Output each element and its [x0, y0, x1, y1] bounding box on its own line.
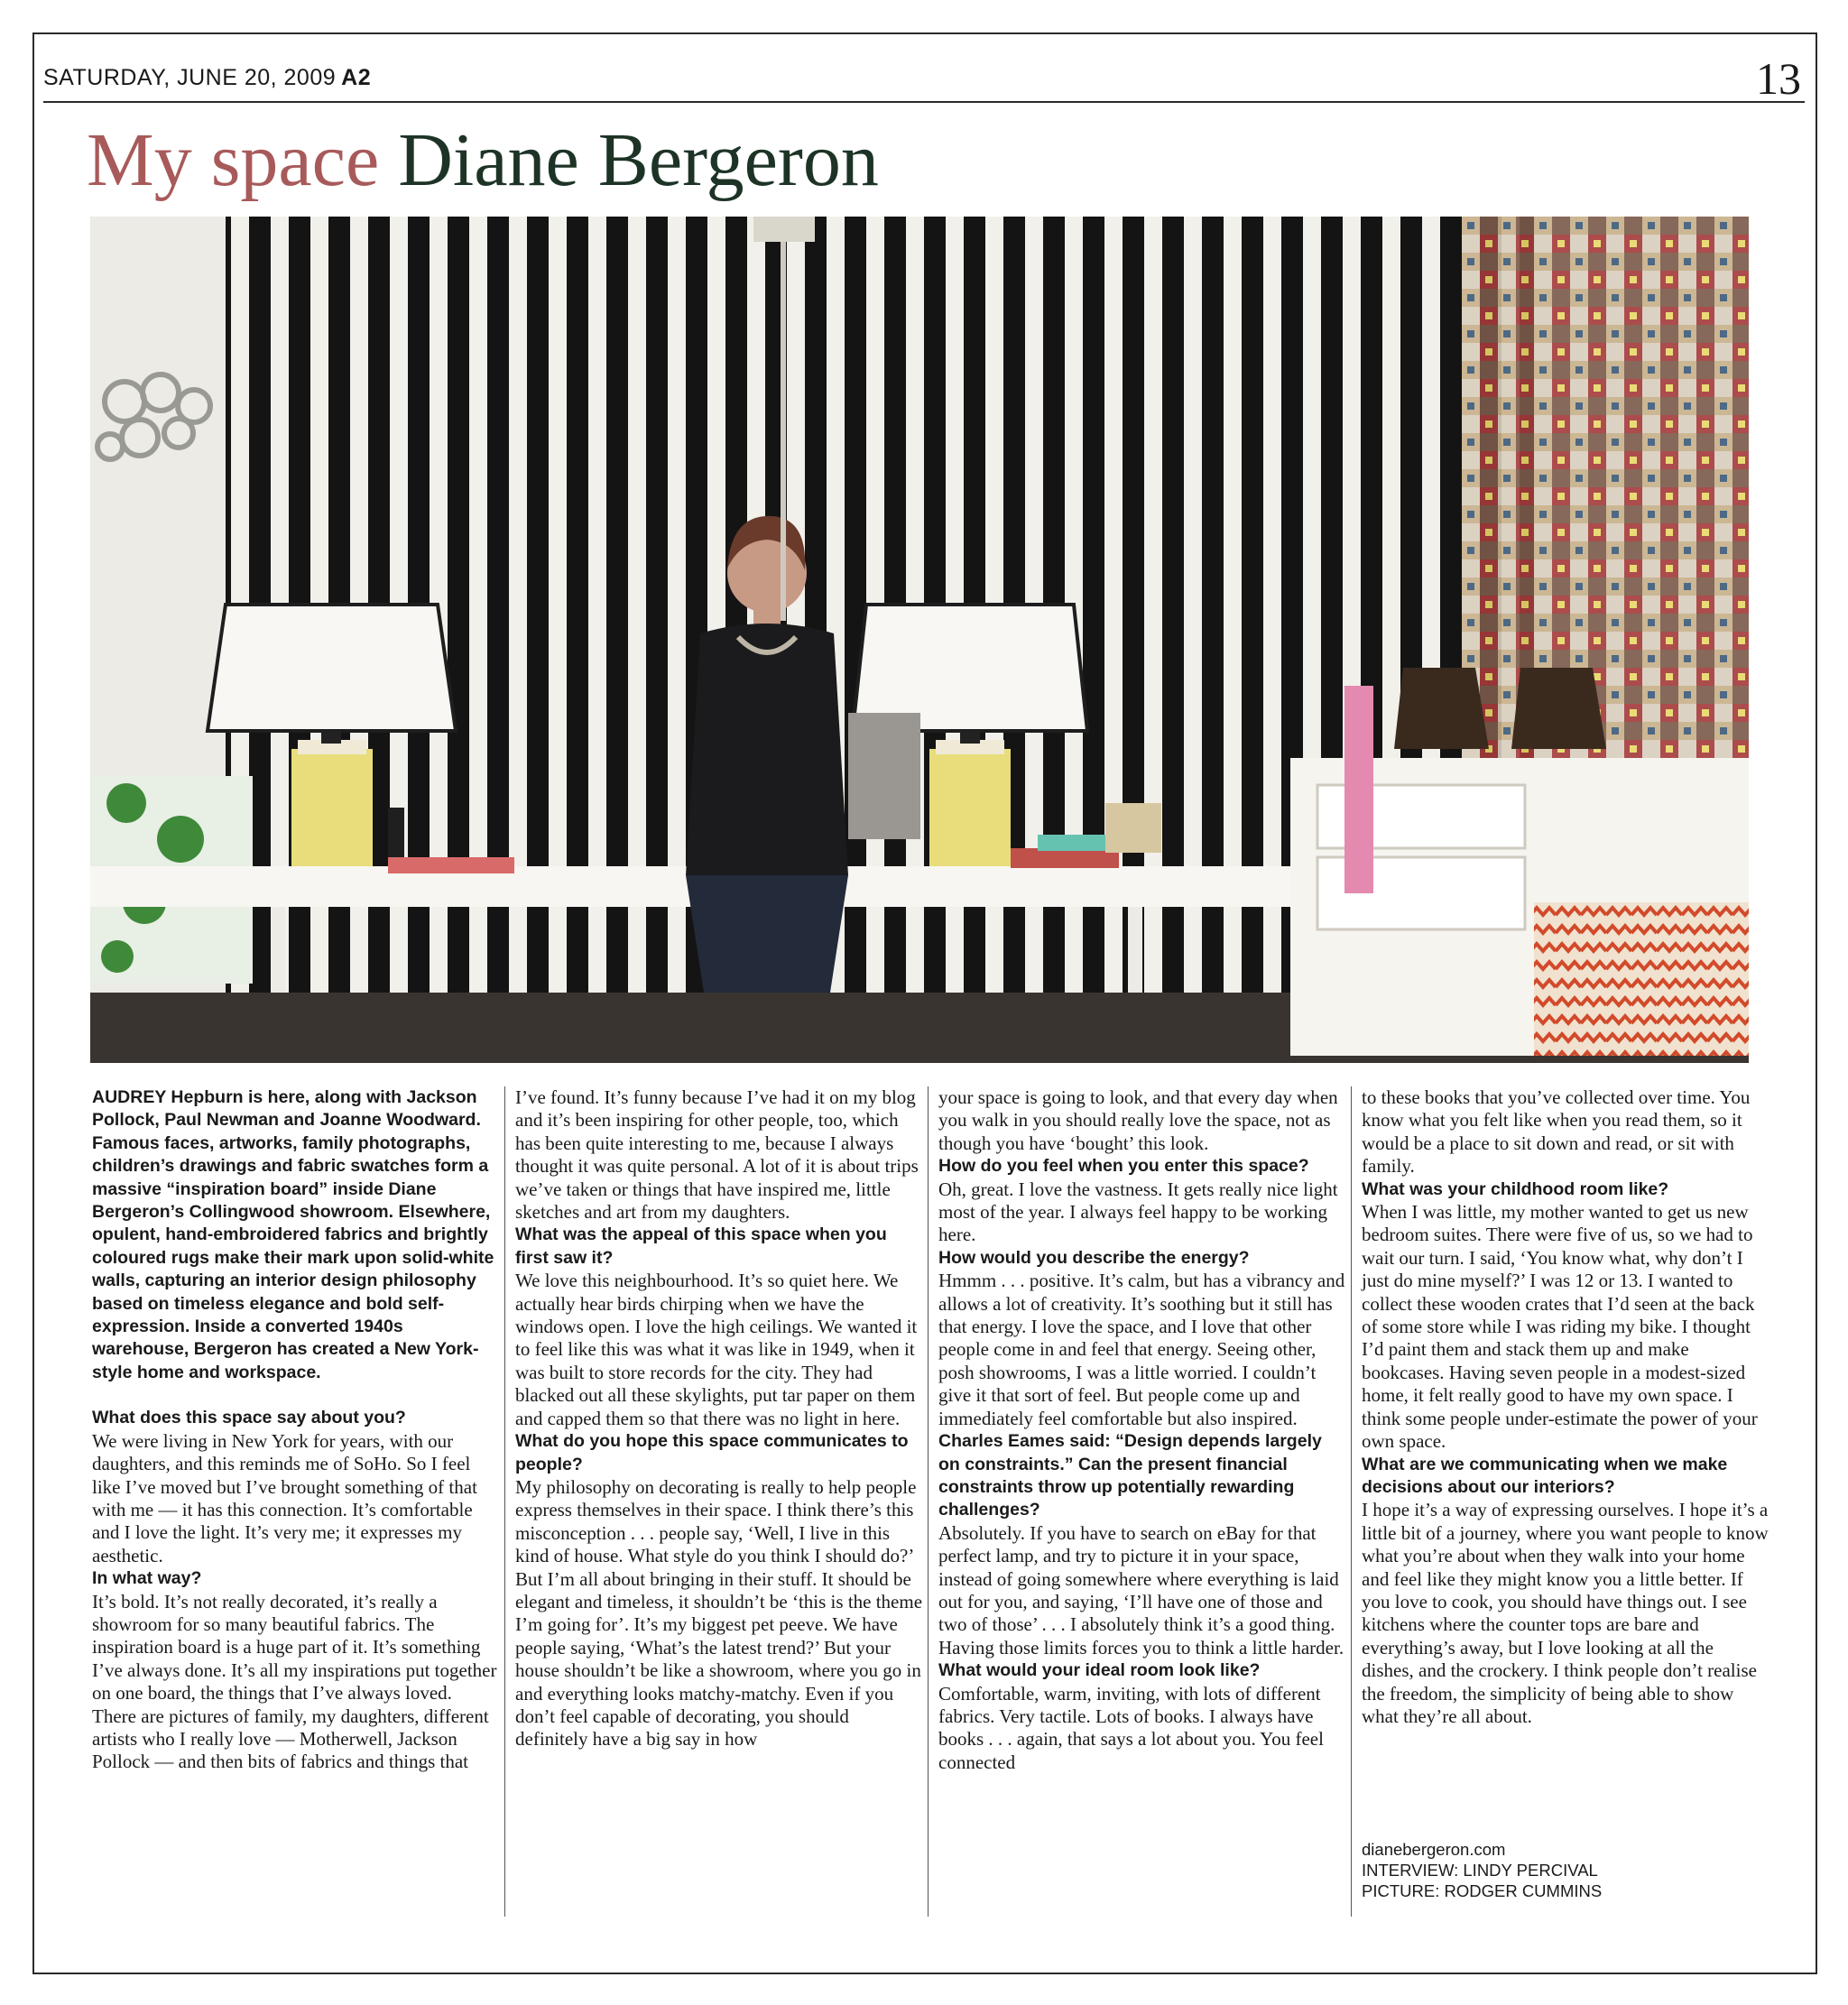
article-column-1	[92, 1086, 500, 1774]
answer-continued: your space is going to look, and that every day when you walk in you should really love the space, not as though you have ‘bought’ this look.	[938, 1086, 1338, 1154]
article-column-2	[515, 1086, 923, 1751]
standfirst: AUDREY Hepburn is here, along with Jackson Pollock, Paul Newman and Joanne Woodward. Famous faces, artworks, family photographs, children’s drawings and fabric swatches form a massive “inspiration board” inside Diane Bergeron’s Collingwood showroom. Elsewhere, opulent, hand-embroidered fabrics and brightly coloured rugs make their mark upon solid-white walls, capturing an interior design philosophy based on timeless elegance and bold self-expression. Inside a converted 1940s warehouse, Bergeron has created a New York-style home and workspace.	[92, 1087, 494, 1382]
feature-photo	[90, 217, 1749, 1063]
dateline	[43, 65, 371, 91]
showroom-photo	[90, 217, 1749, 1063]
section-label: A2	[341, 65, 372, 90]
column-rule	[504, 1086, 505, 1917]
date-text: SATURDAY, JUNE 20, 2009	[43, 65, 337, 90]
question: What was your childhood room like?	[1362, 1178, 1669, 1199]
interview-credit: INTERVIEW: LINDY PERCIVAL	[1362, 1861, 1598, 1880]
article-column-3	[938, 1086, 1346, 1774]
answer-continued: to these books that you’ve collected over time. You know what you felt like when you read them, so it would be a place to sit down and read, or sit with family.	[1362, 1086, 1751, 1178]
headline-kicker: My space	[87, 118, 380, 202]
question: What would your ideal room look like?	[938, 1660, 1261, 1681]
question: In what way?	[92, 1568, 202, 1589]
column-rule	[1351, 1086, 1352, 1917]
credits	[1362, 1839, 1602, 1901]
answer: We love this neighbourhood. It’s so quiet here. We actually hear birds chirping when we have the windows open. I love the high ceilings. We wanted it to feel like this was what it was like in 1949, when it was built to store records for the city. They had blacked out all these skylights, put tar paper on them and capped them so that there was no light in here.	[515, 1270, 918, 1429]
question: How do you feel when you enter this space?	[938, 1156, 1309, 1177]
question: What do you hope this space communicates to people?	[515, 1431, 909, 1474]
answer: Oh, great. I love the vastness. It gets really nice light most of the year. I always feel happy to be working here.	[938, 1178, 1338, 1246]
answer: When I was little, my mother wanted to get us new bedroom suites. There were five of us, so we had to wait our turn. I said, ‘You know what, why don’t I just do mine myself?’ I was 12 or 13. I wanted to collect these wooden crates that I’d seen at the back of some store while I was riding my bike. I thought I’d paint them and stack them up and make bookcases. Having seven people in a modest-sized home, it felt really good to have my own space. I think some people under-estimate the power of your own space.	[1362, 1201, 1758, 1453]
headline-name: Diane Bergeron	[398, 118, 879, 202]
page-number: 13	[1756, 53, 1801, 104]
question: What was the appeal of this space when you first saw it?	[515, 1224, 887, 1268]
headline	[87, 115, 879, 206]
answer: My philosophy on decorating is really to help people express themselves in their space. I think there’s this misconception . . . people say, ‘Well, I live in this kind of house. What style do you think I should do?’ But I’m all about bringing in their stuff. It should be elegant and timeless, it shouldn’t be ‘this is the theme I’m going for’. It’s my biggest pet peeve. We have people saying, ‘What’s the latest trend?’ But your house shouldn’t be like a showroom, where you go in and everything looks matchy-matchy. Even if you don’t feel capable of decorating, you should definitely have a big say in how	[515, 1475, 923, 1751]
question: What does this space say about you?	[92, 1408, 406, 1428]
website-credit: dianebergeron.com	[1362, 1840, 1506, 1859]
answer: Comfortable, warm, inviting, with lots of different fabrics. Very tactile. Lots of books. I always have books . . . again, that says a lot about you. You feel connected	[938, 1682, 1324, 1773]
page-header	[43, 54, 1805, 103]
article-column-4	[1362, 1086, 1769, 1728]
question: What are we communicating when we make decisions about our interiors?	[1362, 1454, 1728, 1497]
column-rule	[928, 1086, 929, 1917]
answer: Hmmm . . . positive. It’s calm, but has a vibrancy and allows a lot of creativity. It’s soothing but it still has that energy. I love the space, and I love that other people come in and feel that energy. Seeing other, posh showrooms, I was a little worried. I couldn’t give it that sort of feel. But people come up and immediately feel comfortable but also inspired.	[938, 1270, 1345, 1429]
answer: It’s bold. It’s not really decorated, it’s really a showroom for so many beautiful fabrics. The inspiration board is a huge part of it. It’s something I’ve always done. It’s all my inspirations put together on one board, the things that I’ve always loved. There are pictures of family, my daughters, different artists who I really love — Motherwell, Jackson Pollock — and then bits of fabrics and things that	[92, 1590, 497, 1773]
answer-continued: I’ve found. It’s funny because I’ve had it on my blog and it’s been inspiring for other people, too, which has been quite interesting to me, because I always thought it was quite personal. A lot of it is about trips we’ve taken or things that have inspired me, little sketches and art from my daughters.	[515, 1086, 919, 1224]
answer: Absolutely. If you have to search on eBay for that perfect lamp, and try to picture it in your space, instead of going somewhere where everything is laid out for you, and saying, ‘I’ll have one of those and two of those’ . . . I absolutely think it’s a good thing. Having those limits forces you to think a little harder.	[938, 1521, 1344, 1659]
picture-credit: PICTURE: RODGER CUMMINS	[1362, 1881, 1603, 1900]
answer: We were living in New York for years, with our daughters, and this reminds me of SoHo. So I feel like I’ve moved but I’ve brought something of that with me — it has this connection. It’s comfortable and I love the light. It’s very me; it expresses my aesthetic.	[92, 1429, 477, 1566]
question: How would you describe the energy?	[938, 1247, 1250, 1268]
question: Charles Eames said: “Design depends largely on constraints.” Can the present financial constraints throw up potentially rewarding challenges?	[938, 1431, 1322, 1520]
answer: I hope it’s a way of expressing ourselves. I hope it’s a little bit of a journey, where you want people to know what you’re about when they walk into your home and feel like they might know you a little better. If you love to cook, you should have things out. I see kitchens where the counter tops are bare and everything’s away, but I love looking at all the dishes, and the crockery. I think people don’t realise the freedom, the simplicity of being able to show what they’re all about.	[1362, 1499, 1769, 1727]
